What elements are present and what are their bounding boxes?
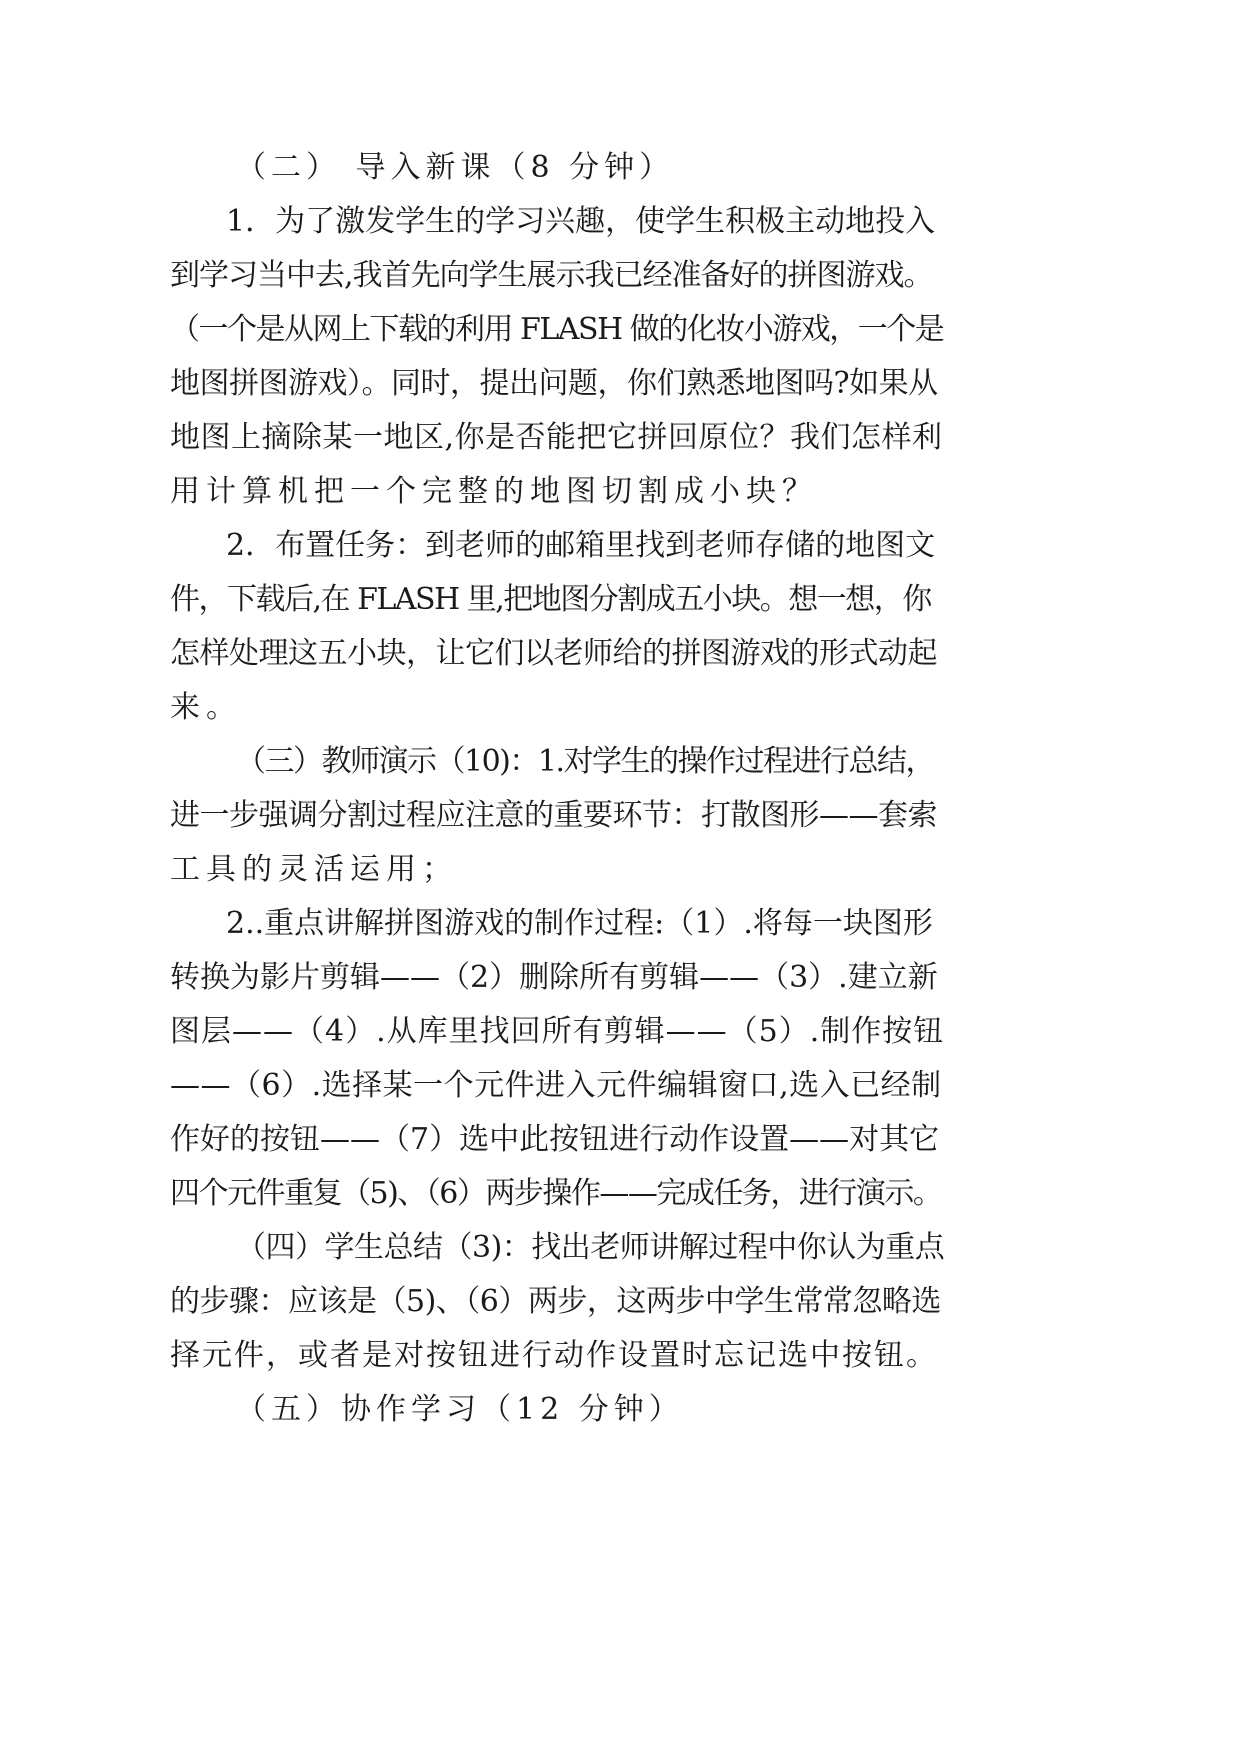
section-heading-5: （五）协作学习（12 分钟） bbox=[236, 1392, 684, 1427]
paragraph-line: 工具的灵活运用； bbox=[170, 852, 458, 887]
paragraph-line: 怎样处理这五小块，让它们以老师给的拼图游戏的形式动起 bbox=[170, 636, 937, 671]
section-heading-2: （二） 导入新课（8 分钟） bbox=[236, 150, 675, 185]
paragraph-line: 四个元件重复（5)、（6）两步操作——完成任务，进行演示。 bbox=[170, 1176, 942, 1211]
paragraph-line: 的步骤：应该是（5)、（6）两步，这两步中学生常常忽略选 bbox=[170, 1284, 941, 1319]
paragraph-line: 作好的按钮——（7）选中此按钮进行动作设置——对其它 bbox=[170, 1122, 940, 1157]
paragraph-line: 进一步强调分割过程应注意的重要环节：打散图形——套索 bbox=[170, 798, 937, 833]
paragraph-line: 2..重点讲解拼图游戏的制作过程:（1）.将每一块图形 bbox=[226, 906, 933, 941]
paragraph-line: 地图拼图游戏）。同时，提出问题，你们熟悉地图吗?如果从 bbox=[170, 366, 938, 401]
paragraph-line: 用计算机把一个完整的地图切割成小块？ bbox=[170, 474, 818, 509]
paragraph-line: 1．为了激发学生的学习兴趣，使学生积极主动地投入 bbox=[226, 204, 936, 239]
paragraph-line: 地图上摘除某一地区,你是否能把它拼回原位？我们怎样利 bbox=[170, 420, 943, 455]
paragraph-line: 到学习当中去,我首先向学生展示我已经准备好的拼图游戏。 bbox=[170, 258, 933, 293]
paragraph-line: 件，下载后,在 FLASH 里,把地图分割成五小块。想一想，你 bbox=[170, 582, 931, 617]
paragraph-line: 转换为影片剪辑——（2）删除所有剪辑——（3）.建立新 bbox=[170, 960, 938, 995]
paragraph-line: 2．布置任务：到老师的邮箱里找到老师存储的地图文 bbox=[226, 528, 936, 563]
paragraph-line: 图层——（4）.从库里找回所有剪辑——（5）.制作按钮 bbox=[170, 1014, 945, 1049]
paragraph-line: 择元件，或者是对按钮进行动作设置时忘记选中按钮。 bbox=[170, 1338, 938, 1373]
paragraph-line: 来。 bbox=[170, 690, 242, 725]
paragraph-line: ——（6）.选择某一个元件进入元件编辑窗口,选入已经制 bbox=[170, 1068, 942, 1103]
section-heading-3: （三）教师演示（10)：1.对学生的操作过程进行总结， bbox=[236, 744, 935, 779]
section-heading-4: （四）学生总结（3)：找出老师讲解过程中你认为重点 bbox=[236, 1230, 945, 1265]
paragraph-line: （一个是从网上下载的利用 FLASH 做的化妆小游戏，一个是 bbox=[170, 312, 944, 347]
